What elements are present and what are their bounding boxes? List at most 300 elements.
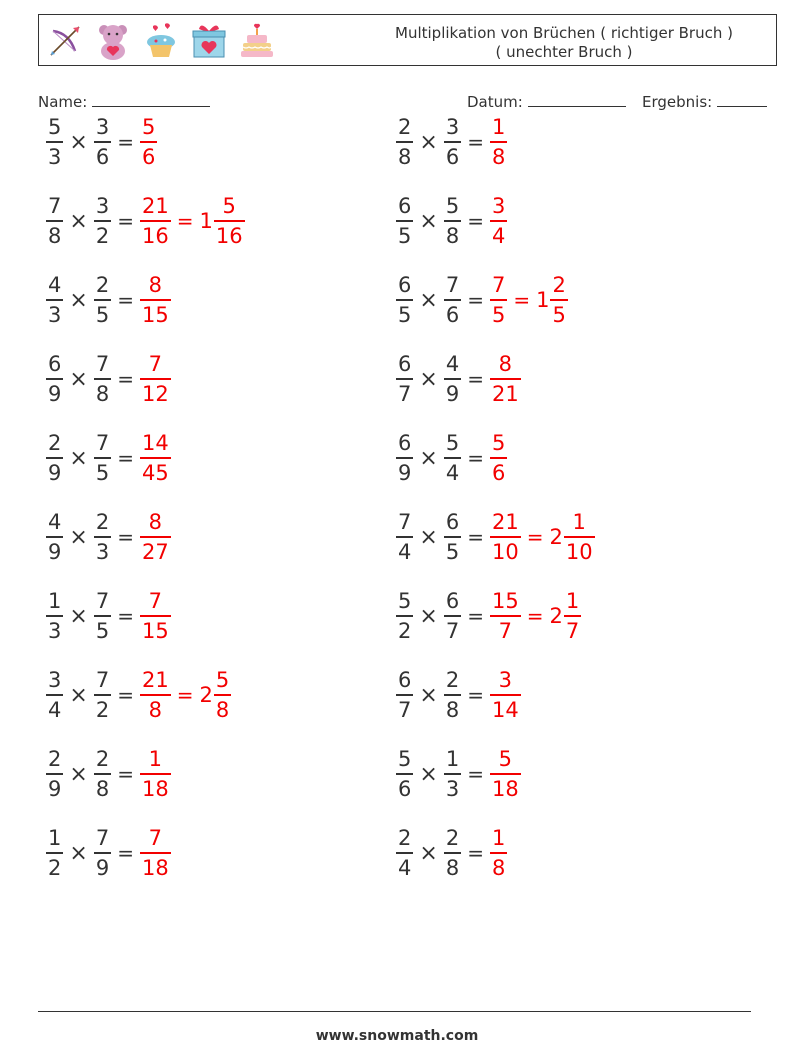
- times-sign: ×: [69, 445, 88, 471]
- denominator: 5: [95, 619, 110, 643]
- fraction-bar: [396, 299, 413, 301]
- numerator: 7: [398, 510, 412, 534]
- numerator: 6: [445, 510, 460, 534]
- date-label: Datum:: [467, 93, 523, 111]
- fraction: [140, 351, 171, 407]
- numerator: 7: [95, 589, 110, 613]
- numerator: 6: [445, 589, 460, 613]
- footer-url: www.snowmath.com: [315, 1028, 479, 1044]
- name-label: Name:: [38, 93, 88, 111]
- worksheet-title: [364, 24, 764, 62]
- equals-sign: =: [117, 288, 134, 312]
- denominator: 27: [141, 540, 169, 564]
- problem-13: [46, 585, 171, 647]
- numerator: 3: [491, 194, 506, 218]
- fraction-bar: [140, 694, 171, 696]
- fraction: [444, 114, 461, 170]
- fraction-bar: [564, 536, 595, 538]
- denominator: 12: [141, 382, 169, 406]
- denominator: 7: [445, 619, 460, 643]
- fraction: [46, 667, 63, 723]
- fraction: [46, 430, 63, 486]
- answer: [490, 272, 568, 328]
- answer: [490, 430, 507, 486]
- denominator: 5: [445, 540, 460, 564]
- fraction-bar: [94, 615, 111, 617]
- denominator: 16: [215, 224, 243, 248]
- answer: [140, 193, 245, 249]
- denominator: 18: [491, 777, 519, 801]
- mixed-fraction: [550, 272, 567, 328]
- denominator: 8: [95, 382, 110, 406]
- equals-sign: =: [467, 367, 484, 391]
- fraction: [490, 193, 507, 249]
- fraction-bar: [140, 299, 171, 301]
- fraction: [140, 746, 171, 802]
- problem-8: [396, 348, 521, 410]
- problem-3: [46, 190, 245, 252]
- numerator: 4: [48, 510, 62, 534]
- problem-1: [46, 111, 157, 173]
- numerator: 1: [148, 747, 162, 771]
- equals-sign: =: [467, 446, 484, 470]
- numerator: 6: [398, 273, 412, 297]
- denominator: 3: [48, 145, 62, 169]
- numerator: 6: [48, 352, 62, 376]
- fraction: [46, 588, 63, 644]
- denominator: 7: [498, 619, 512, 643]
- fraction-bar: [444, 852, 461, 854]
- fraction-bar: [46, 299, 63, 301]
- denominator: 8: [215, 698, 230, 722]
- equals-sign-mixed: =: [176, 683, 194, 707]
- denominator: 8: [445, 698, 460, 722]
- fraction-bar: [490, 852, 507, 854]
- denominator: 9: [48, 777, 62, 801]
- problem-6: [396, 269, 568, 331]
- denominator: 15: [141, 619, 169, 643]
- fraction-bar: [94, 852, 111, 854]
- denominator: 5: [552, 303, 566, 327]
- fraction-bar: [140, 378, 171, 380]
- answer: [140, 746, 171, 802]
- problem-12: [396, 506, 595, 568]
- fraction: [396, 588, 413, 644]
- denominator: 6: [445, 145, 460, 169]
- numerator: 1: [445, 747, 460, 771]
- equals-sign: =: [467, 683, 484, 707]
- fraction: [490, 351, 521, 407]
- equals-sign: =: [467, 762, 484, 786]
- fraction: [444, 825, 461, 881]
- result-label: Ergebnis:: [642, 93, 713, 111]
- denominator: 6: [491, 461, 506, 485]
- answer: [490, 825, 507, 881]
- fraction: [396, 351, 413, 407]
- fraction: [46, 272, 63, 328]
- fraction-bar: [444, 457, 461, 459]
- denominator: 9: [95, 856, 110, 880]
- fraction: [140, 825, 171, 881]
- fraction: [396, 825, 413, 881]
- denominator: 15: [141, 303, 169, 327]
- problem-20: [396, 822, 507, 884]
- fraction-bar: [444, 536, 461, 538]
- result-blank[interactable]: [717, 92, 767, 107]
- result-field[interactable]: [642, 92, 767, 111]
- denominator: 10: [565, 540, 593, 564]
- problem-15: [46, 664, 231, 726]
- mixed-fraction: [214, 193, 245, 249]
- mixed-fraction: [214, 667, 231, 723]
- denominator: 45: [141, 461, 169, 485]
- problem-16: [396, 664, 521, 726]
- fraction-bar: [490, 299, 507, 301]
- fraction-bar: [444, 773, 461, 775]
- numerator: 2: [445, 668, 460, 692]
- fraction: [46, 114, 63, 170]
- denominator: 18: [141, 777, 169, 801]
- fraction-bar: [396, 141, 413, 143]
- fraction: [46, 825, 63, 881]
- times-sign: ×: [69, 761, 88, 787]
- fraction-bar: [94, 457, 111, 459]
- fraction-bar: [46, 852, 63, 854]
- fraction-bar: [490, 615, 521, 617]
- numerator: 2: [95, 273, 110, 297]
- name-field[interactable]: [38, 92, 210, 111]
- fraction-bar: [46, 220, 63, 222]
- times-sign: ×: [69, 287, 88, 313]
- mixed-whole: 1: [536, 288, 550, 312]
- fraction-bar: [140, 773, 171, 775]
- numerator: 5: [222, 194, 236, 218]
- denominator: 9: [48, 461, 62, 485]
- denominator: 2: [95, 224, 110, 248]
- fraction-bar: [94, 141, 111, 143]
- fraction-bar: [396, 615, 413, 617]
- equals-sign: =: [117, 367, 134, 391]
- times-sign: ×: [419, 603, 438, 629]
- numerator: 8: [148, 510, 162, 534]
- denominator: 8: [491, 856, 506, 880]
- numerator: 5: [445, 194, 460, 218]
- fraction-bar: [444, 299, 461, 301]
- fraction: [490, 667, 521, 723]
- denominator: 3: [95, 540, 110, 564]
- answer: [140, 272, 171, 328]
- fraction: [490, 272, 507, 328]
- numerator: 14: [141, 431, 169, 455]
- problem-5: [46, 269, 171, 331]
- fraction: [396, 746, 413, 802]
- equals-sign-mixed: =: [526, 525, 544, 549]
- numerator: 7: [95, 352, 110, 376]
- numerator: 3: [48, 668, 62, 692]
- numerator: 1: [48, 589, 62, 613]
- fraction: [396, 509, 413, 565]
- bow-and-arrow-icon: [45, 21, 85, 61]
- equals-sign: =: [467, 604, 484, 628]
- denominator: 7: [398, 382, 412, 406]
- numerator: 8: [498, 352, 512, 376]
- mixed-whole: 2: [549, 604, 563, 628]
- times-sign: ×: [69, 840, 88, 866]
- fraction: [46, 509, 63, 565]
- equals-sign: =: [467, 525, 484, 549]
- fraction-bar: [396, 220, 413, 222]
- fraction-bar: [490, 536, 521, 538]
- numerator: 7: [48, 194, 62, 218]
- fraction-bar: [140, 536, 171, 538]
- denominator: 9: [445, 382, 460, 406]
- answer: [140, 114, 157, 170]
- answer: [490, 114, 507, 170]
- title-line-1: Multiplikation von Brüchen ( richtiger Bruch ): [395, 24, 733, 42]
- denominator: 4: [445, 461, 460, 485]
- answer: [490, 351, 521, 407]
- fraction-bar: [444, 615, 461, 617]
- numerator: 2: [95, 747, 110, 771]
- numerator: 6: [398, 668, 412, 692]
- times-sign: ×: [69, 524, 88, 550]
- fraction-bar: [140, 615, 171, 617]
- numerator: 4: [445, 352, 460, 376]
- fraction-bar: [444, 141, 461, 143]
- equals-sign-mixed: =: [176, 209, 194, 233]
- numerator: 6: [398, 194, 412, 218]
- fraction-bar: [46, 536, 63, 538]
- fraction-bar: [46, 457, 63, 459]
- equals-sign-mixed: =: [526, 604, 544, 628]
- answer: [140, 509, 171, 565]
- denominator: 4: [491, 224, 506, 248]
- equals-sign: =: [467, 209, 484, 233]
- times-sign: ×: [69, 682, 88, 708]
- fraction: [94, 588, 111, 644]
- denominator: 6: [95, 145, 110, 169]
- problem-14: [396, 585, 581, 647]
- problem-10: [396, 427, 507, 489]
- fraction: [94, 509, 111, 565]
- denominator: 6: [141, 145, 156, 169]
- fraction-bar: [444, 694, 461, 696]
- mixed-whole: 1: [199, 209, 213, 233]
- denominator: 8: [491, 145, 506, 169]
- answer: [490, 667, 521, 723]
- numerator: 5: [445, 431, 460, 455]
- fraction-bar: [46, 615, 63, 617]
- cake-icon: [237, 21, 277, 61]
- name-blank[interactable]: [92, 92, 210, 107]
- numerator: 6: [398, 431, 412, 455]
- answer: [140, 667, 231, 723]
- numerator: 7: [95, 431, 110, 455]
- fraction-bar: [490, 378, 521, 380]
- mixed-whole: 2: [199, 683, 213, 707]
- denominator: 6: [445, 303, 460, 327]
- denominator: 8: [48, 224, 62, 248]
- fraction: [490, 509, 521, 565]
- denominator: 8: [95, 777, 110, 801]
- problem-17: [46, 743, 171, 805]
- numerator: 1: [572, 510, 586, 534]
- equals-sign: =: [117, 209, 134, 233]
- denominator: 8: [445, 224, 460, 248]
- denominator: 2: [398, 619, 412, 643]
- denominator: 8: [398, 145, 412, 169]
- fraction: [396, 667, 413, 723]
- fraction-bar: [94, 536, 111, 538]
- fraction: [490, 430, 507, 486]
- numerator: 3: [445, 115, 460, 139]
- problem-11: [46, 506, 171, 568]
- numerator: 7: [95, 668, 110, 692]
- times-sign: ×: [419, 682, 438, 708]
- fraction: [490, 114, 507, 170]
- times-sign: ×: [419, 840, 438, 866]
- numerator: 5: [215, 668, 230, 692]
- fraction: [396, 430, 413, 486]
- fraction: [444, 667, 461, 723]
- cupcake-icon: [141, 21, 181, 61]
- denominator: 9: [48, 382, 62, 406]
- equals-sign: =: [117, 446, 134, 470]
- fraction-bar: [490, 773, 521, 775]
- numerator: 1: [48, 826, 62, 850]
- numerator: 1: [491, 826, 506, 850]
- fraction: [444, 746, 461, 802]
- numerator: 21: [141, 194, 169, 218]
- fraction: [94, 667, 111, 723]
- numerator: 7: [491, 273, 506, 297]
- date-blank[interactable]: [528, 92, 626, 107]
- times-sign: ×: [419, 524, 438, 550]
- denominator: 5: [491, 303, 506, 327]
- fraction: [140, 272, 171, 328]
- times-sign: ×: [419, 129, 438, 155]
- fraction-bar: [140, 457, 171, 459]
- equals-sign: =: [117, 525, 134, 549]
- answer: [490, 193, 507, 249]
- denominator: 3: [48, 303, 62, 327]
- fraction-bar: [490, 141, 507, 143]
- denominator: 4: [48, 698, 62, 722]
- fraction-bar: [396, 457, 413, 459]
- fraction-bar: [490, 694, 521, 696]
- equals-sign: =: [467, 130, 484, 154]
- numerator: 2: [48, 431, 62, 455]
- fraction-bar: [46, 378, 63, 380]
- problem-4: [396, 190, 507, 252]
- fraction: [396, 114, 413, 170]
- fraction: [444, 509, 461, 565]
- answer: [490, 746, 521, 802]
- denominator: 3: [445, 777, 460, 801]
- times-sign: ×: [69, 208, 88, 234]
- numerator: 2: [398, 826, 412, 850]
- title-line-2: ( unechter Bruch ): [495, 43, 633, 61]
- numerator: 7: [148, 826, 162, 850]
- fraction-bar: [490, 220, 507, 222]
- denominator: 3: [48, 619, 62, 643]
- fraction-bar: [140, 852, 171, 854]
- denominator: 2: [95, 698, 110, 722]
- denominator: 16: [141, 224, 169, 248]
- mixed-fraction: [564, 509, 595, 565]
- answer: [140, 430, 171, 486]
- fraction: [140, 193, 171, 249]
- problem-7: [46, 348, 171, 410]
- numerator: 21: [491, 510, 519, 534]
- fraction-bar: [396, 694, 413, 696]
- fraction-bar: [550, 299, 567, 301]
- fraction: [444, 272, 461, 328]
- numerator: 7: [445, 273, 460, 297]
- fraction-bar: [140, 141, 157, 143]
- date-field[interactable]: [467, 92, 626, 111]
- answer: [140, 588, 171, 644]
- fraction: [490, 746, 521, 802]
- numerator: 15: [491, 589, 519, 613]
- times-sign: ×: [69, 366, 88, 392]
- times-sign: ×: [419, 445, 438, 471]
- numerator: 2: [95, 510, 110, 534]
- fraction-bar: [46, 773, 63, 775]
- fraction-bar: [94, 299, 111, 301]
- numerator: 5: [398, 589, 412, 613]
- fraction-bar: [46, 694, 63, 696]
- equals-sign: =: [117, 604, 134, 628]
- fraction: [396, 193, 413, 249]
- fraction: [46, 746, 63, 802]
- fraction: [46, 351, 63, 407]
- fraction-bar: [396, 536, 413, 538]
- equals-sign: =: [467, 841, 484, 865]
- fraction-bar: [46, 141, 63, 143]
- denominator: 5: [398, 224, 412, 248]
- numerator: 5: [141, 115, 156, 139]
- times-sign: ×: [69, 603, 88, 629]
- equals-sign: =: [467, 288, 484, 312]
- numerator: 6: [398, 352, 412, 376]
- numerator: 7: [148, 352, 162, 376]
- denominator: 5: [398, 303, 412, 327]
- denominator: 10: [491, 540, 519, 564]
- fraction: [444, 351, 461, 407]
- numerator: 5: [498, 747, 512, 771]
- numerator: 8: [148, 273, 162, 297]
- problem-2: [396, 111, 507, 173]
- numerator: 1: [565, 589, 580, 613]
- times-sign: ×: [419, 366, 438, 392]
- fraction: [444, 588, 461, 644]
- denominator: 5: [95, 461, 110, 485]
- fraction-bar: [214, 220, 245, 222]
- mixed-fraction: [564, 588, 581, 644]
- worksheet-header: [38, 14, 777, 66]
- fraction-bar: [214, 694, 231, 696]
- fraction-bar: [564, 615, 581, 617]
- denominator: 9: [398, 461, 412, 485]
- denominator: 4: [398, 540, 412, 564]
- numerator: 3: [95, 115, 110, 139]
- fraction-bar: [94, 773, 111, 775]
- fraction-bar: [396, 378, 413, 380]
- fraction: [94, 193, 111, 249]
- fraction: [94, 746, 111, 802]
- fraction-bar: [396, 773, 413, 775]
